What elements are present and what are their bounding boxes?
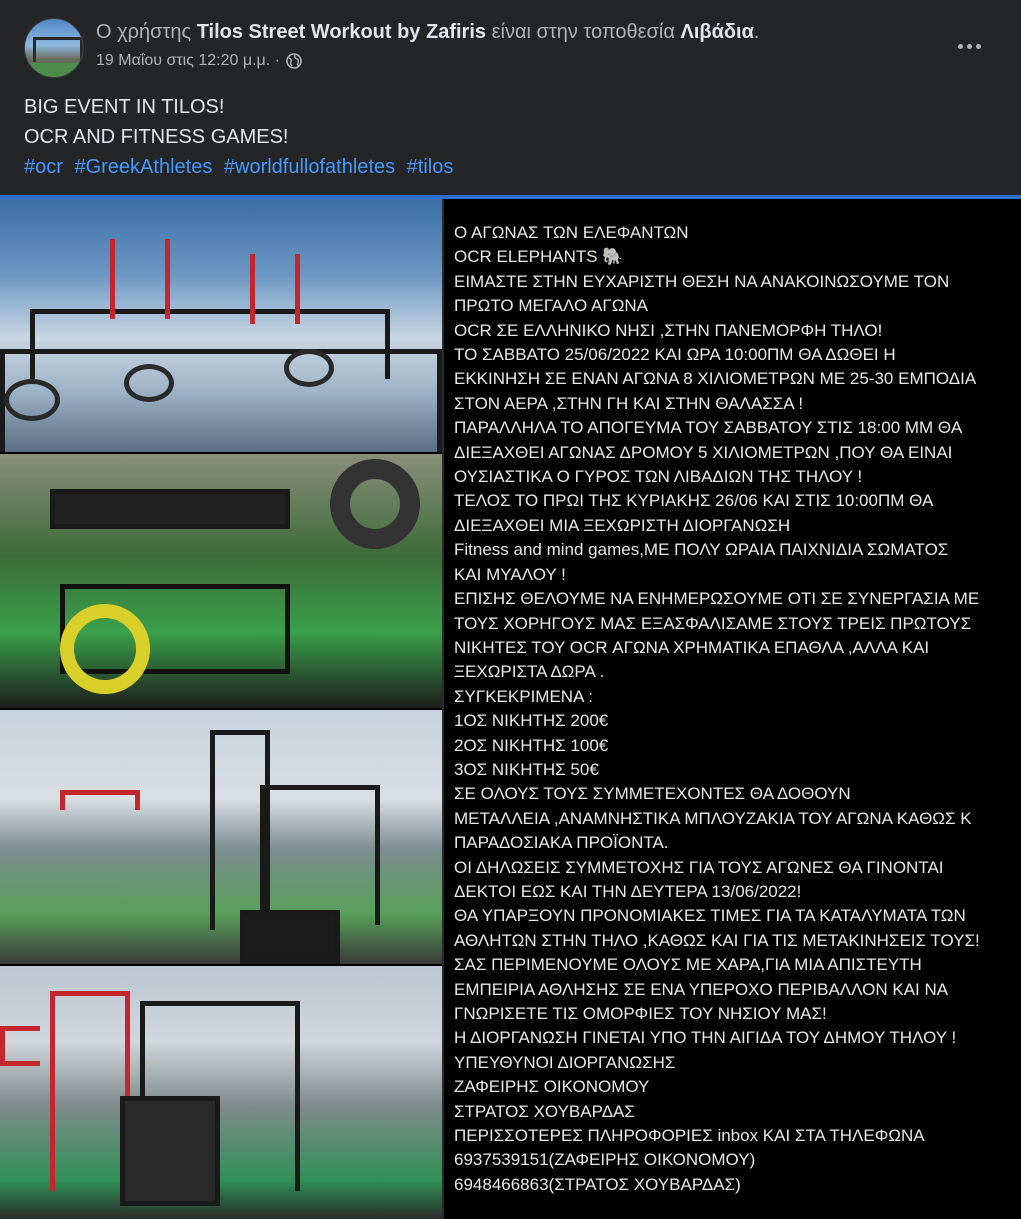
announcement-line: OCR ELEPHANTS 🐘: [454, 247, 624, 267]
announcement-line: ΝΙΚΗΤΕΣ ΤΟΥ OCR ΑΓΩΝΑ ΧΡΗΜΑΤΙΚΑ ΕΠΑΘΛΑ ,ΑΛΛΑ ΚΑΙ: [454, 637, 930, 657]
timestamp-link[interactable]: 19 Μαΐου στις 12:20 μ.μ. ·: [96, 52, 280, 69]
post-line-1: BIG EVENT IN TILOS!: [24, 96, 225, 118]
announcement-line: ΖΑΦΕΙΡΗΣ ΟΙΚΟΝΟΜΟΥ: [454, 1077, 650, 1097]
gym-ring: [4, 379, 60, 421]
announcement-line: ΠΡΩΤΟ ΜΕΓΑΛΟ ΑΓΩΝΑ: [454, 296, 649, 316]
announcement-line: ΤΕΛΟΣ ΤΟ ΠΡΩΙ ΤΗΣ ΚΥΡΙΑΚΗΣ 26/06 ΚΑΙ ΣΤΙΣ 10:00ΠΜ ΘΑ: [454, 491, 934, 511]
announcement-line: ΟΥΣΙΑΣΤΙΚΑ Ο ΓΥΡΟΣ ΤΩΝ ΛΙΒΑΔΙΩΝ ΤΗΣ ΤΗΛΟΥ !: [454, 467, 863, 487]
weight-plate: [330, 459, 420, 549]
bench: [240, 910, 340, 964]
announcement-line: ΣΤΡΑΤΟΣ ΧΟΥΒΑΡΔΑΣ: [454, 1101, 635, 1121]
announcement-line: ΕΜΠΕΙΡΙΑ ΑΘΛΗΣΗΣ ΣΕ ΕΝΑ ΥΠΕΡΟΧΟ ΠΕΡΙΒΑΛΛΟΝ ΚΑΙ ΝΑ: [454, 979, 949, 999]
location-phrase: είναι στην τοποθεσία: [491, 21, 675, 43]
announcement-line: 6937539151(ΖΑΦΕΙΡΗΣ ΟΙΚΟΝΟΜΟΥ): [454, 1150, 756, 1170]
announcement-line: ΚΑΙ ΜΥΑΛΟΥ !: [454, 564, 566, 584]
author-name-link[interactable]: Tilos Street Workout by Zafiris: [196, 21, 487, 43]
announcement-line: ΠΑΡΑΔΟΣΙΑΚΑ ΠΡΟΪΟΝΤΑ.: [454, 833, 669, 853]
gym-ring: [284, 349, 334, 387]
announcement-line: ΜΕΤΑΛΛΕΙΑ ,ΑΝΑΜΝΗΣΤΙΚΑ ΜΠΛΟΥΖΑΚΙΑ ΤΟΥ ΑΓΩΝΑ ΚΑΘΩΣ Κ: [454, 808, 972, 828]
photo-rig-sky: [0, 199, 442, 452]
announcement-line: ΣΤΟΝ ΑΕΡΑ ,ΣΤΗΝ ΓΗ ΚΑΙ ΣΤΗΝ ΘΑΛΑΣΣΑ !: [454, 393, 804, 413]
rig-post: [260, 785, 380, 925]
announcement-line: ΟΙ ΔΗΛΩΣΕΙΣ ΣΥΜΜΕΤΟΧΗΣ ΓΙΑ ΤΟΥΣ ΑΓΩΝΕΣ ΘΑ ΓΙΝΟΝΤΑΙ: [454, 857, 944, 877]
rig-frame: [30, 309, 390, 379]
red-bar: [250, 254, 300, 324]
announcement-line: ΕΚΚΙΝΗΣΗ ΣΕ ΕΝΑΝ ΑΓΩΝΑ 8 ΧΙΛΙΟΜΕΤΡΩΝ ΜΕ 25-30 ΕΜΠΟΔΙΑ: [454, 369, 977, 389]
announcement-line: 1ΟΣ ΝΙΚΗΤΗΣ 200€: [454, 711, 609, 731]
announcement-line: ΕΙΜΑΣΤΕ ΣΤΗΝ ΕΥΧΑΡΙΣΤΗ ΘΕΣΗ ΝΑ ΑΝΑΚΟΙΝΩΣΟΥΜΕ ΤΟΝ: [454, 271, 950, 291]
announcement-line: ΠΑΡΑΛΛΗΛΑ ΤΟ ΑΠΟΓΕΥΜΑ ΤΟΥ ΣΑΒΒΑΤΟΥ ΣΤΙΣ 18:00 ΜΜ ΘΑ: [454, 418, 963, 438]
announcement-line: ΣΑΣ ΠΕΡΙΜΕΝΟΥΜΕ ΟΛΟΥΣ ΜΕ ΧΑΡΑ,ΓΙΑ ΜΙΑ ΑΠΙΣΤΕΥΤΗ: [454, 955, 922, 975]
announcement-line: ΑΘΛΗΤΩΝ ΣΤΗΝ ΤΗΛΟ ,ΚΑΘΩΣ ΚΑΙ ΓΙΑ ΤΙΣ ΜΕΤΑΚΙΝΗΣΕΙΣ ΤΟΥΣ!: [454, 930, 980, 950]
photo-park: [0, 710, 442, 964]
bumper-plate: [60, 604, 150, 694]
globe-icon[interactable]: [286, 53, 302, 69]
announcement-line: Ο ΑΓΩΝΑΣ ΤΩΝ ΕΛΕΦΑΝΤΩΝ: [454, 223, 689, 242]
announcement-line: ΣΥΓΚΕΚΡΙΜΕΝΑ :: [454, 686, 593, 706]
post-image[interactable]: [0, 195, 1021, 1219]
announcement-line: ΠΕΡΙΣΣΟΤΕΡΕΣ ΠΛΗΡΟΦΟΡΙΕΣ inbox ΚΑΙ ΣΤΑ ΤΗΛΕΦΩΝΑ: [454, 1126, 925, 1146]
dot: [967, 44, 972, 49]
announcement-line: ΔΙΕΞΑΧΘΕΙ ΜΙΑ ΞΕΧΩΡΙΣΤΗ ΔΙΟΡΓΑΝΩΣΗ: [454, 515, 791, 535]
dot: [976, 44, 981, 49]
announcement-line: ΞΕΧΩΡΙΣΤΑ ΔΩΡΑ .: [454, 662, 605, 682]
announcement-line: ΥΠΕΥΘΥΝΟΙ ΔΙΟΡΓΑΝΩΣΗΣ: [454, 1052, 676, 1072]
red-bar: [60, 790, 140, 810]
dumbbell-rack: [50, 489, 290, 529]
announcement-line: Η ΔΙΟΡΓΑΝΩΣΗ ΓΙΝΕΤΑΙ ΥΠΟ ΤΗΝ ΑΙΓΙΔΑ ΤΟΥ ΔΗΜΟΥ ΤΗΛΟΥ !: [454, 1028, 957, 1048]
hashtag-link[interactable]: #GreekAthletes: [74, 156, 213, 178]
gym-ring: [124, 364, 174, 402]
more-options-icon[interactable]: [952, 34, 986, 58]
red-bar: [0, 1026, 40, 1066]
announcement-line: ΤΟΥΣ ΧΟΡΗΓΟΥΣ ΜΑΣ ΕΞΑΣΦΑΛΙΣΑΜΕ ΣΤΟΥΣ ΤΡΕΙΣ ΠΡΩΤΟΥΣ: [454, 613, 972, 633]
announcement-text: [454, 221, 1014, 1197]
photo-collage: [0, 199, 442, 1219]
announcement-line: 6948466863(ΣΤΡΑΤΟΣ ΧΟΥΒΑΡΔΑΣ): [454, 1174, 741, 1194]
location-link[interactable]: Λιβάδια: [680, 21, 754, 43]
hashtag-row: [24, 152, 459, 182]
author-prefix: Ο χρήστης: [96, 21, 192, 43]
announcement-line: ΣΕ ΟΛΟΥΣ ΤΟΥΣ ΣΥΜΜΕΤΕΧΟΝΤΕΣ ΘΑ ΔΟΘΟΥΝ: [454, 784, 851, 804]
announcement-line: ΓΝΩΡΙΣΕΤΕ ΤΙΣ ΟΜΟΡΦΙΕΣ ΤΟΥ ΝΗΣΙΟΥ ΜΑΣ!: [454, 1004, 827, 1023]
announcement-line: Fitness and mind games,ΜΕ ΠΟΛΥ ΩΡΑΙΑ ΠΑΙΧΝΙΔΙΑ ΣΩΜΑΤΟΣ: [454, 540, 949, 560]
avatar-ground-shape: [25, 63, 83, 77]
post-body: [24, 92, 459, 182]
post-meta: [96, 52, 302, 70]
author-line: [96, 21, 759, 44]
avatar[interactable]: [24, 18, 84, 78]
photo-weights: [0, 454, 442, 708]
hashtag-link[interactable]: #worldfullofathletes: [223, 156, 396, 178]
collage-divider: [442, 199, 444, 1219]
announcement-line: ΔΕΚΤΟΙ ΕΩΣ ΚΑΙ ΤΗΝ ΔΕΥΤΕΡΑ 13/06/2022!: [454, 881, 802, 901]
dot: [958, 44, 963, 49]
announcement-line: 3ΟΣ ΝΙΚΗΤΗΣ 50€: [454, 759, 599, 779]
author-line-period: .: [753, 21, 760, 43]
post-header: [0, 0, 1021, 90]
avatar-rig-shape: [33, 37, 83, 62]
red-bar: [110, 239, 170, 319]
photo-waterfront: [0, 966, 442, 1219]
post-line-2: OCR AND FITNESS GAMES!: [24, 126, 289, 148]
announcement-line: ΘΑ ΥΠΑΡΞΟΥΝ ΠΡΟΝΟΜΙΑΚΕΣ ΤΙΜΕΣ ΓΙΑ ΤΑ ΚΑΤΑΛΥΜΑΤΑ ΤΩΝ: [454, 906, 966, 926]
kettlebell-rack: [120, 1096, 220, 1206]
rig-post: [50, 991, 130, 1191]
announcement-line: OCR ΣΕ ΕΛΛΗΝΙΚΟ ΝΗΣΙ ,ΣΤΗΝ ΠΑΝΕΜΟΡΦΗ ΤΗΛΟ!: [454, 320, 883, 340]
announcement-line: ΕΠΙΣΗΣ ΘΕΛΟΥΜΕ ΝΑ ΕΝΗΜΕΡΩΣΟΥΜΕ ΟΤΙ ΣΕ ΣΥΝΕΡΓΑΣΙΑ ΜΕ: [454, 589, 980, 609]
announcement-line: ΤΟ ΣΑΒΒΑΤΟ 25/06/2022 ΚΑΙ ΩΡΑ 10:00ΠΜ ΘΑ ΔΩΘΕΙ Η: [454, 345, 896, 365]
hashtag-link[interactable]: #ocr: [24, 156, 63, 178]
announcement-line: 2ΟΣ ΝΙΚΗΤΗΣ 100€: [454, 735, 609, 755]
announcement-line: ΔΙΕΞΑΧΘΕΙ ΑΓΩΝΑΣ ΔΡΟΜΟΥ 5 ΧΙΛΙΟΜΕΤΡΩΝ ,ΠΟΥ ΘΑ ΕΙΝΑΙ: [454, 442, 953, 462]
hashtag-link[interactable]: #tilos: [406, 156, 454, 178]
